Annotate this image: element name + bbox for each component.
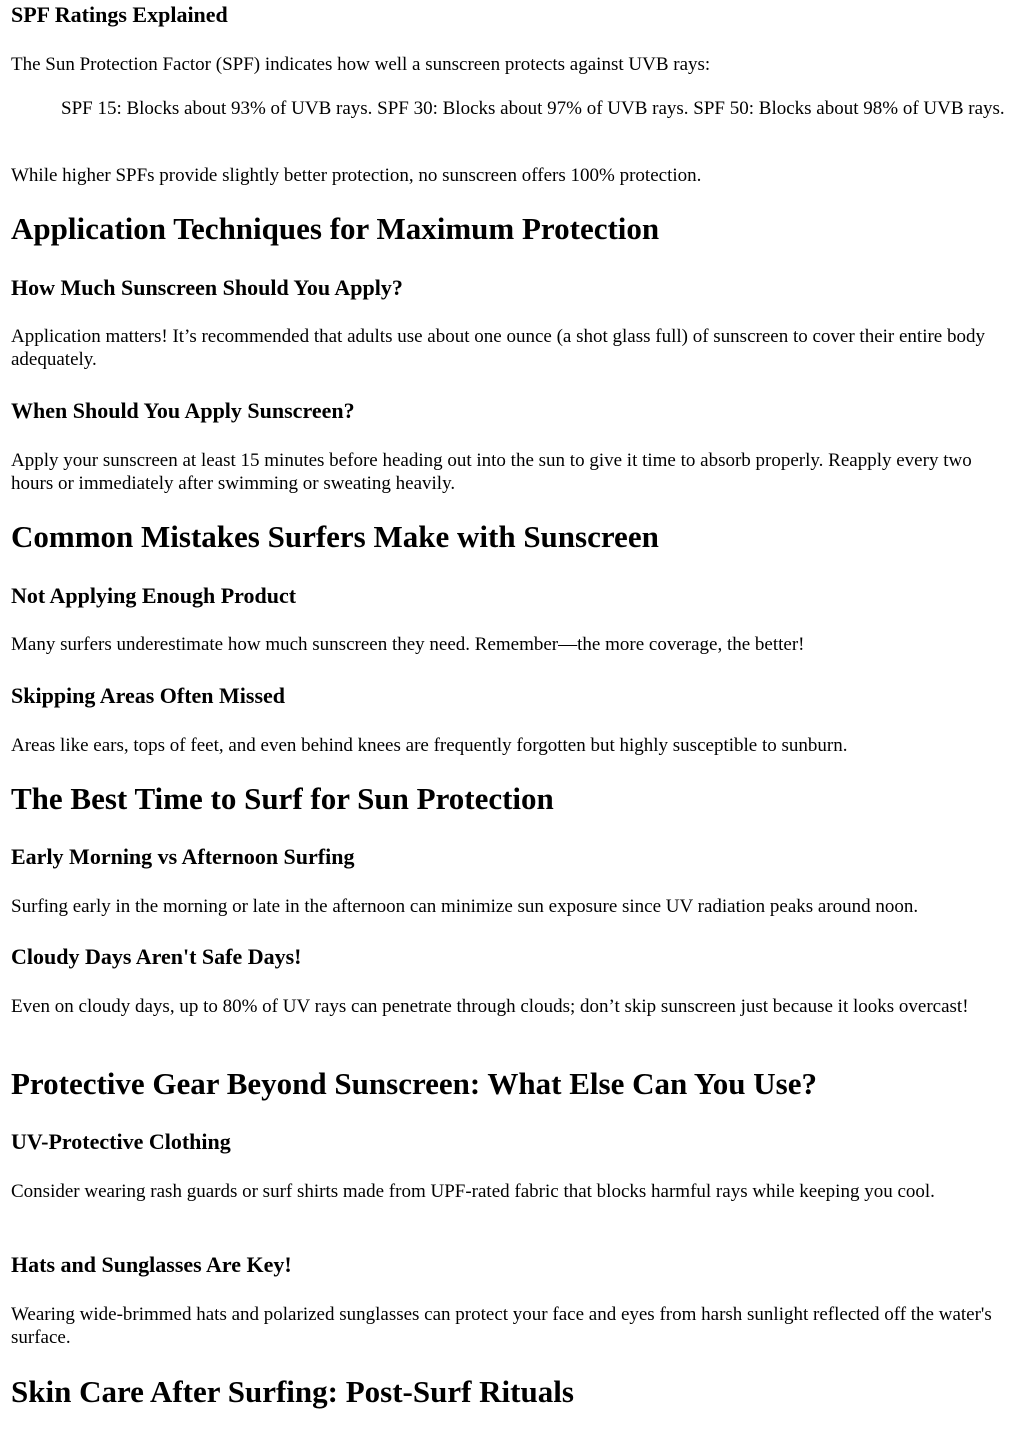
application-heading: Application Techniques for Maximum Protection	[11, 211, 660, 246]
missed-areas-heading: Skipping Areas Often Missed	[11, 683, 286, 708]
morning-text: Surfing early in the morning or late in the afternoon can minimize sun exposure since UV radiation peaks around noon.	[11, 896, 919, 917]
skin-care-heading: Skin Care After Surfing: Post-Surf Rituals	[11, 1374, 574, 1409]
how-much-heading: How Much Sunscreen Should You Apply?	[11, 275, 403, 300]
spf-outro-text: While higher SPFs provide slightly better protection, no sunscreen offers 100% protection.	[11, 165, 702, 186]
missed-areas-text: Areas like ears, tops of feet, and even behind knees are frequently forgotten but highly susceptible to sunburn.	[11, 735, 848, 756]
when-apply-text: Apply your sunscreen at least 15 minutes before heading out into the sun to give it time to absorb properly. Reapply every two hours or immediately after swimming or sweating heavily.	[11, 450, 972, 494]
clothing-text: Consider wearing rash guards or surf shirts made from UPF-rated fabric that blocks harmful rays while keeping you cool.	[11, 1181, 935, 1202]
not-enough-heading: Not Applying Enough Product	[11, 583, 297, 608]
spf-levels-quote: SPF 15: Blocks about 93% of UVB rays. SPF 30: Blocks about 97% of UVB rays. SPF 50: Blocks about 98% of UVB rays.	[61, 98, 1005, 119]
mistakes-heading: Common Mistakes Surfers Make with Sunscreen	[11, 519, 659, 554]
not-enough-text: Many surfers underestimate how much sunscreen they need. Remember—the more coverage, the better!	[11, 634, 805, 655]
gear-heading: Protective Gear Beyond Sunscreen: What Else Can You Use?	[11, 1066, 817, 1101]
best-time-heading: The Best Time to Surf for Sun Protection	[11, 781, 554, 816]
clothing-heading: UV-Protective Clothing	[11, 1129, 231, 1154]
hats-text: Wearing wide-brimmed hats and polarized sunglasses can protect your face and eyes from harsh sunlight reflected off the water's surface.	[11, 1304, 992, 1348]
morning-heading: Early Morning vs Afternoon Surfing	[11, 844, 355, 869]
how-much-text: Application matters! It’s recommended that adults use about one ounce (a shot glass full) of sunscreen to cover their entire body adequately.	[11, 326, 985, 370]
cloudy-text: Even on cloudy days, up to 80% of UV rays can penetrate through clouds; don’t skip sunscreen just because it looks overcast!	[11, 996, 969, 1017]
spf-ratings-heading: SPF Ratings Explained	[11, 2, 228, 27]
when-apply-heading: When Should You Apply Sunscreen?	[11, 398, 355, 423]
hats-heading: Hats and Sunglasses Are Key!	[11, 1252, 292, 1277]
spf-intro-text: The Sun Protection Factor (SPF) indicates how well a sunscreen protects against UVB rays:	[11, 54, 711, 75]
cloudy-heading: Cloudy Days Aren't Safe Days!	[11, 944, 302, 969]
